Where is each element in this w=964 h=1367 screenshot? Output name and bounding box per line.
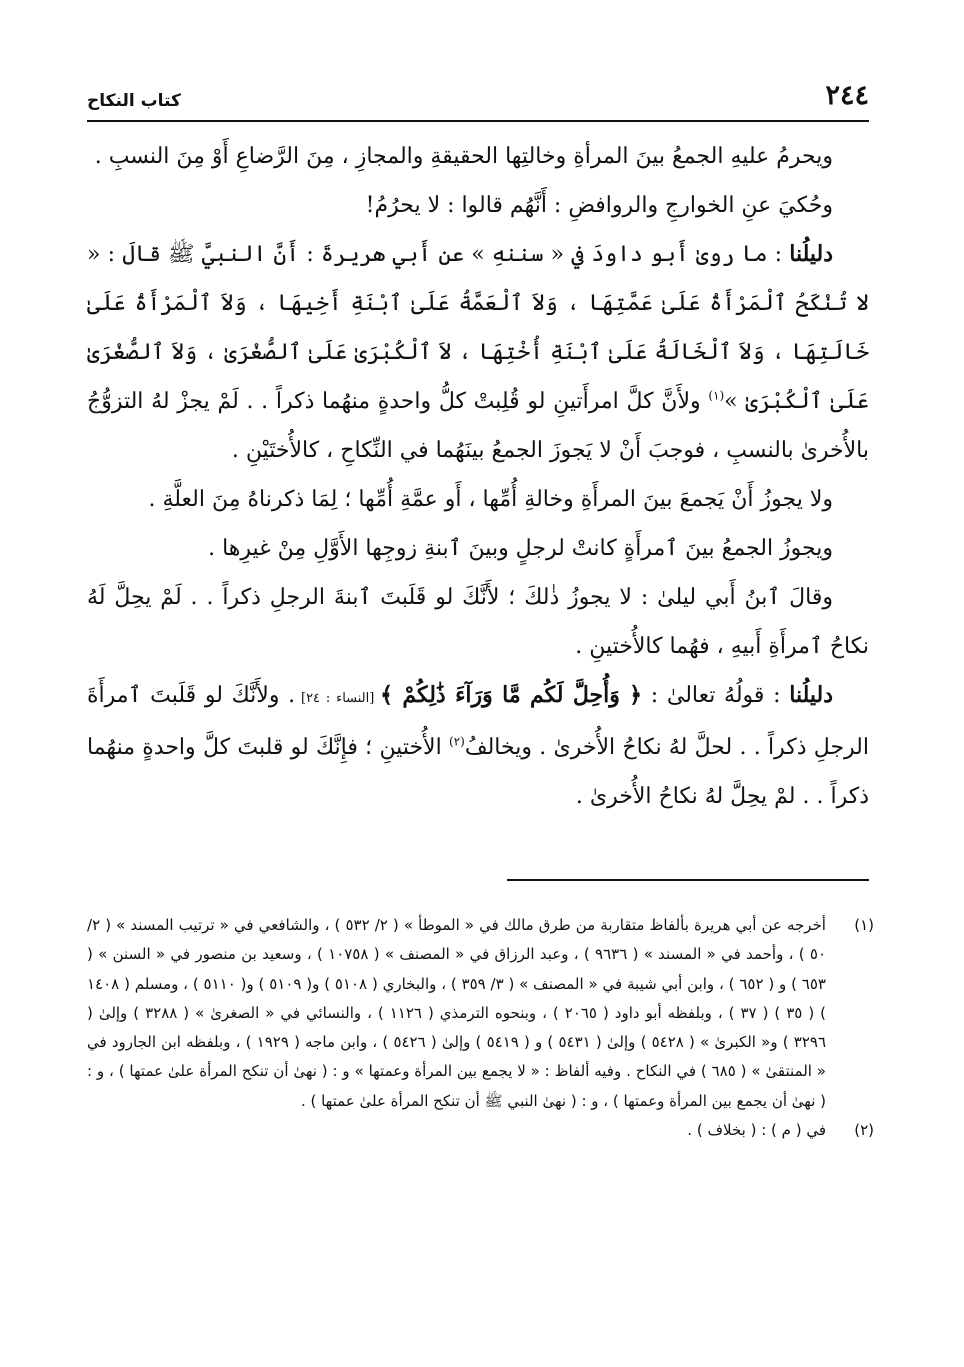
paragraph: ويحرمُ عليهِ الجمعُ بينَ المرأةِ وخالتِها الحقيقةِ والمجازِ ، مِنَ الرَّضاعِ أَوْ مِنَ النسبِ . — [94, 144, 833, 169]
header-divider — [87, 120, 869, 122]
evidence-label: دليلُنا — [789, 241, 833, 267]
evidence-label: دليلُنا — [789, 682, 833, 708]
footnote-text: أخرجه عن أبي هريرة بألفاظ متقاربة من طرق مالك في « الموطأ » ( ٢/ ٥٣٢ ) ، والشافعي في « ترتيب المسند » ( ٢/ ٥٠ ) ، وأحمد في « المسند » ( ٩٦٣٦ ) ، وعبد الرزاق في « المصنف » ( ١٠٧٥٨ ) ، وسعيد بن منصور في « السنن » ( ٦٥٣ ) و ( ٦٥٢ ) ، وابن أبي شيبة في « المصنف » ( ٣/ ٣٥٩ ) ، والبخاري ( ٥١٠٨ ) و( ٥١٠٩ ) و( ٥١١٠ ) ، ومسلم ( ١٤٠٨ ) ( ٣٥ ) ( ٣٧ ) ، وبلفظه أبو داود ( ٢٠٦٥ ) ، وبنحوه الترمذي ( ١١٢٦ ) ، والنسائي في « الصغرىٰ » ( ٣٢٨٨ ) وإلىٰ ( ٣٢٩٦ ) و« الكبرىٰ » ( ٥٤٢٨ ) وإلىٰ ( ٥٤٣١ ) و ( ٥٤١٩ ) وإلىٰ ( ٥٤٢٦ ) ، وابن ماجه ( ١٩٢٩ ) ، وبلفظه ابن الجارود في « المنتقىٰ » ( ٦٨٥ ) في النكاح . وفيه ألفاظ : « لا يجمع بين المرأة وعمتها » و : ( نهىٰ أن تنكح المرأة علىٰ عمتها ) ، و : ( نهىٰ أن يجمع بين المرأة وعمتها ) ، و : ( نهىٰ النبي ﷺ أن تنكح المرأة علىٰ عمتها ) . — [87, 916, 827, 1110]
paragraph: دليلُنا : قولُهُ تعالىٰ : ﴿ وَأُحِلَّ لَكُم مَّا وَرَآءَ ذَٰلِكُمْ ﴾ [النساء : ٢٤] . ولأَنَّكَ لو قَلَبتَ ٱمرأَةَ الرجلِ ذكراً . . لحلَّ لهُ نكاحُ الأُخرىٰ . ويخالفُ$^{(٢)}$ الأُختينِ ؛ فإِنَّكَ لو قلبتَ كلَّ واحدةٍ منهُما ذكراً . . لمْ يحِلَّ لهُ نكاحُ الأُخرىٰ . — [87, 682, 869, 809]
running-header — [87, 74, 869, 116]
main-text — [87, 132, 869, 821]
footnote — [87, 911, 874, 1116]
quran-verse: ﴿ وَأُحِلَّ لَكُم مَّا وَرَآءَ ذَٰلِكُمْ ﴾ — [380, 682, 643, 708]
paragraph: دليلُنا : ما روىٰ أَبو داودَ في « سننهِ » عن أَبي هريرةَ : أَنَّ النبيَّ ﷺ قالَ : « لا تُنْكَحُ ٱلْمَرْأَةُ عَلَىٰ عَمَّتِهَا ، وَلاَ ٱلْعَمَّةُ عَلَىٰ ٱبْنَةِ أَخِيهَا ، وَلاَ ٱلْمَرْأَةُ عَلَىٰ خَالَتِهَا ، وَلاَ ٱلْخَالَةُ عَلَىٰ ٱبْنَةِ أُخْتِهَا ، لاَ ٱلْكُبْرَىٰ عَلَىٰ ٱلصُّغْرَىٰ ، وَلاَ ٱلصُّغْرَىٰ عَلَىٰ ٱلْكُبْرَىٰ »$^{(١)}$ ولأَنَّ كلَّ امرأَتينِ لو قُلِبتْ كلُّ واحدةٍ منهُما ذكراً . . لَمْ يجزْ لهُ التزوُّجُ بالأُخرىٰ بالنسبِ ، فوجبَ أَنْ لا يَجوزَ الجمعُ بينَهُما في النِّكاحِ ، كالأُختَيْنِ . — [87, 241, 869, 463]
footnote-number: (١) — [854, 916, 874, 934]
paragraph: ويجوزُ الجمعُ بينَ ٱمرأَةٍ كانتْ لرجلٍ وبينَ ٱبنةِ زوجِها الأَوَّلِ مِنْ غيرِها . — [208, 536, 833, 561]
paragraph: وقالَ ٱبنُ أَبي ليلىٰ : لا يجوزُ ذٰلكَ ؛ لأَنَّكَ لو قَلَبتَ ٱبنةَ الرجلِ ذكراً . . لَمْ يحِلَّ لَهُ نكاحُ ٱمرأَةِ أَبيهِ ، فهُما كالأُختينِ . — [87, 585, 869, 659]
verse-reference: [النساء : ٢٤] — [295, 691, 381, 706]
footnote-divider — [507, 879, 869, 881]
footnote-ref[interactable]: (١) — [708, 388, 725, 403]
footnotes — [87, 911, 874, 1145]
footnote-number: (٢) — [854, 1121, 874, 1140]
footnote — [87, 1116, 874, 1145]
paragraph: وحُكيَ عنِ الخوارجِ والروافضِ : أَنَّهُم قالوا : لا يحرُمُ! — [365, 193, 833, 218]
footnote-ref[interactable]: (٢) — [449, 734, 465, 749]
page-number: ٢٤٤ — [825, 80, 869, 111]
chapter-title: كتاب النكاح — [87, 91, 181, 111]
paragraph: ولا يجوزُ أَنْ يَجمعَ بينَ المرأَةِ وخالةِ أُمِّها ، أَو عمَّةِ أُمِّها ؛ لِمَا ذكرناهُ مِنَ العلَّةِ . — [148, 487, 833, 512]
footnote-text: في ( م ) : ( بخلاف ) . — [687, 1121, 826, 1140]
